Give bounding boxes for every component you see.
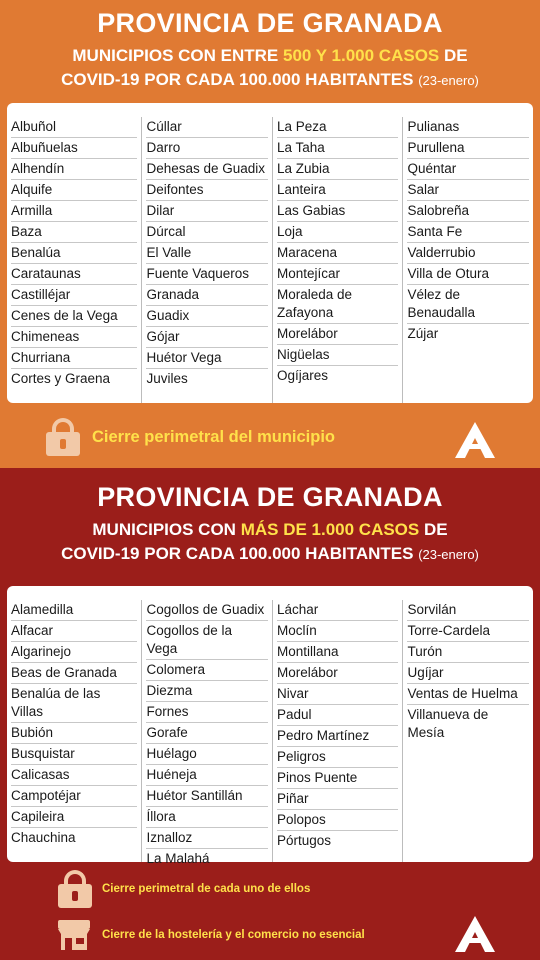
top-subtitle-highlight: 500 Y 1.000 CASOS [283,46,440,65]
municipality-item: Ventas de Huelma [407,684,529,705]
municipality-item: Pinos Puente [277,768,399,789]
municipality-item: Capileira [11,807,137,828]
top-column-1 [11,117,141,403]
bottom-column-4 [402,600,533,862]
lock-icon [46,418,80,456]
municipality-item: Moclín [277,621,399,642]
municipality-item: Diezma [146,681,268,702]
bottom-footer-2 [56,918,365,952]
municipality-item: Valderrubio [407,243,529,264]
municipality-item: Cúllar [146,117,268,138]
municipality-item: Benalúa [11,243,137,264]
top-municipality-columns [7,103,533,403]
municipality-item: Moraleda de Zafayona [277,285,399,324]
bottom-date: (23-enero) [418,547,479,562]
municipality-item: Sorvilán [407,600,529,621]
municipality-item: Gorafe [146,723,268,744]
municipality-item: La Malahá [146,851,210,866]
municipality-item: Juviles [146,371,188,386]
municipality-item: Busquistar [11,744,137,765]
municipality-item: Guadix [146,306,268,327]
municipality-item: Ugíjar [407,663,529,684]
municipality-item: Fuente Vaqueros [146,264,268,285]
municipality-item: Dilar [146,201,268,222]
municipality-item: Baza [11,222,137,243]
municipality-item: Purullena [407,138,529,159]
municipality-item: Salobreña [407,201,529,222]
bottom-footer-text-2: Cierre de la hostelería y el comercio no esencial [102,929,365,941]
bottom-column-2 [141,600,272,866]
municipality-item: Las Gabias [277,201,399,222]
bottom-title: PROVINCIA DE GRANADA [97,482,443,512]
municipality-item: Montejícar [277,264,399,285]
municipality-item: Alhendín [11,159,137,180]
municipality-item: Cortes y Graena [11,371,111,386]
top-subtitle [0,44,540,93]
municipality-item: Maracena [277,243,399,264]
municipality-item: Castilléjar [11,285,137,306]
municipality-item: Benalúa de las Villas [11,684,137,723]
municipality-item: Nivar [277,684,399,705]
municipality-item: Morelábor [277,663,399,684]
municipality-item: Pedro Martínez [277,726,399,747]
municipality-item: Huétor Santillán [146,786,268,807]
municipality-item: Montillana [277,642,399,663]
municipality-item: Quéntar [407,159,529,180]
bottom-subtitle-post: DE [419,520,448,539]
municipality-item: Láchar [277,600,399,621]
municipality-item: Granada [146,285,268,306]
municipality-item: Cenes de la Vega [11,306,137,327]
top-municipality-card [7,103,533,403]
municipality-item: Peligros [277,747,399,768]
municipality-item: Pulianas [407,117,529,138]
municipality-item: Beas de Granada [11,663,137,684]
municipality-item: Turón [407,642,529,663]
municipality-item: El Valle [146,243,268,264]
top-footer [46,418,335,456]
municipality-item: Santa Fe [407,222,529,243]
municipality-item: Bubión [11,723,137,744]
municipality-item: Churriana [11,348,137,369]
municipality-item: Chimeneas [11,327,137,348]
bottom-subtitle-line2: COVID-19 POR CADA 100.000 HABITANTES [61,544,419,563]
top-section [0,0,540,468]
top-subtitle-post: DE [439,46,468,65]
municipality-item: Cogollos de Guadix [146,600,268,621]
municipality-item: Albuñuelas [11,138,137,159]
bottom-subtitle [0,518,540,567]
municipality-item: Chauchina [11,830,76,845]
municipality-item: Morelábor [277,324,399,345]
municipality-item: Huétor Vega [146,348,268,369]
municipality-item: Alfacar [11,621,137,642]
bottom-column-1 [11,600,141,862]
municipality-item: Darro [146,138,268,159]
municipality-item: Deifontes [146,180,268,201]
municipality-item: Cogollos de la Vega [146,621,268,660]
municipality-item: Dúrcal [146,222,268,243]
junta-andalucia-logo [455,422,495,458]
bottom-subtitle-pre: MUNICIPIOS CON [92,520,241,539]
bottom-section [0,468,540,960]
municipality-item: Villa de Otura [407,264,529,285]
junta-andalucia-logo [455,916,495,952]
top-column-2 [141,117,272,403]
top-title: PROVINCIA DE GRANADA [97,8,443,38]
bottom-municipality-columns [7,586,533,866]
municipality-item: Zújar [407,326,439,341]
bottom-subtitle-highlight: MÁS DE 1.000 CASOS [240,520,420,539]
municipality-item: Carataunas [11,264,137,285]
municipality-item: Algarinejo [11,642,137,663]
bottom-footer-1 [58,870,310,908]
municipality-item: Alamedilla [11,600,137,621]
municipality-item: La Peza [277,117,399,138]
municipality-item: Gójar [146,327,268,348]
municipality-item: Vélez de Benaudalla [407,285,529,324]
top-subtitle-line2: COVID-19 POR CADA 100.000 HABITANTES [61,70,419,89]
lock-icon [58,870,92,908]
municipality-item: Colomera [146,660,268,681]
top-subtitle-pre: MUNICIPIOS CON ENTRE [72,46,283,65]
municipality-item: Nigüelas [277,345,399,366]
municipality-item: Huélago [146,744,268,765]
municipality-item: Armilla [11,201,137,222]
top-column-4 [402,117,533,403]
municipality-item: Calicasas [11,765,137,786]
top-date: (23-enero) [418,73,479,88]
municipality-item: Huéneja [146,765,268,786]
store-icon [56,918,92,952]
municipality-item: La Zubia [277,159,399,180]
municipality-item: Salar [407,180,529,201]
municipality-item: Padul [277,705,399,726]
bottom-footer-text-1: Cierre perimetral de cada uno de ellos [102,883,311,895]
municipality-item: Ogíjares [276,368,329,383]
municipality-item: Fornes [146,702,268,723]
municipality-item: Loja [277,222,399,243]
municipality-item: Pórtugos [276,833,332,848]
municipality-item: Alquife [11,180,137,201]
municipality-item: Campotéjar [11,786,137,807]
top-column-3 [272,117,403,403]
municipality-item: Piñar [277,789,399,810]
bottom-column-3 [272,600,403,862]
municipality-item: La Taha [277,138,399,159]
top-footer-text: Cierre perimetral del municipio [92,427,335,446]
municipality-item: Dehesas de Guadix [146,159,268,180]
municipality-item: Íllora [146,807,268,828]
municipality-item: Torre-Cardela [407,621,529,642]
bottom-municipality-card [7,586,533,866]
municipality-item: Villanueva de Mesía [407,707,489,740]
municipality-item: Albuñol [11,117,137,138]
municipality-item: Polopos [277,810,399,831]
municipality-item: Iznalloz [146,828,268,849]
municipality-item: Lanteira [277,180,399,201]
